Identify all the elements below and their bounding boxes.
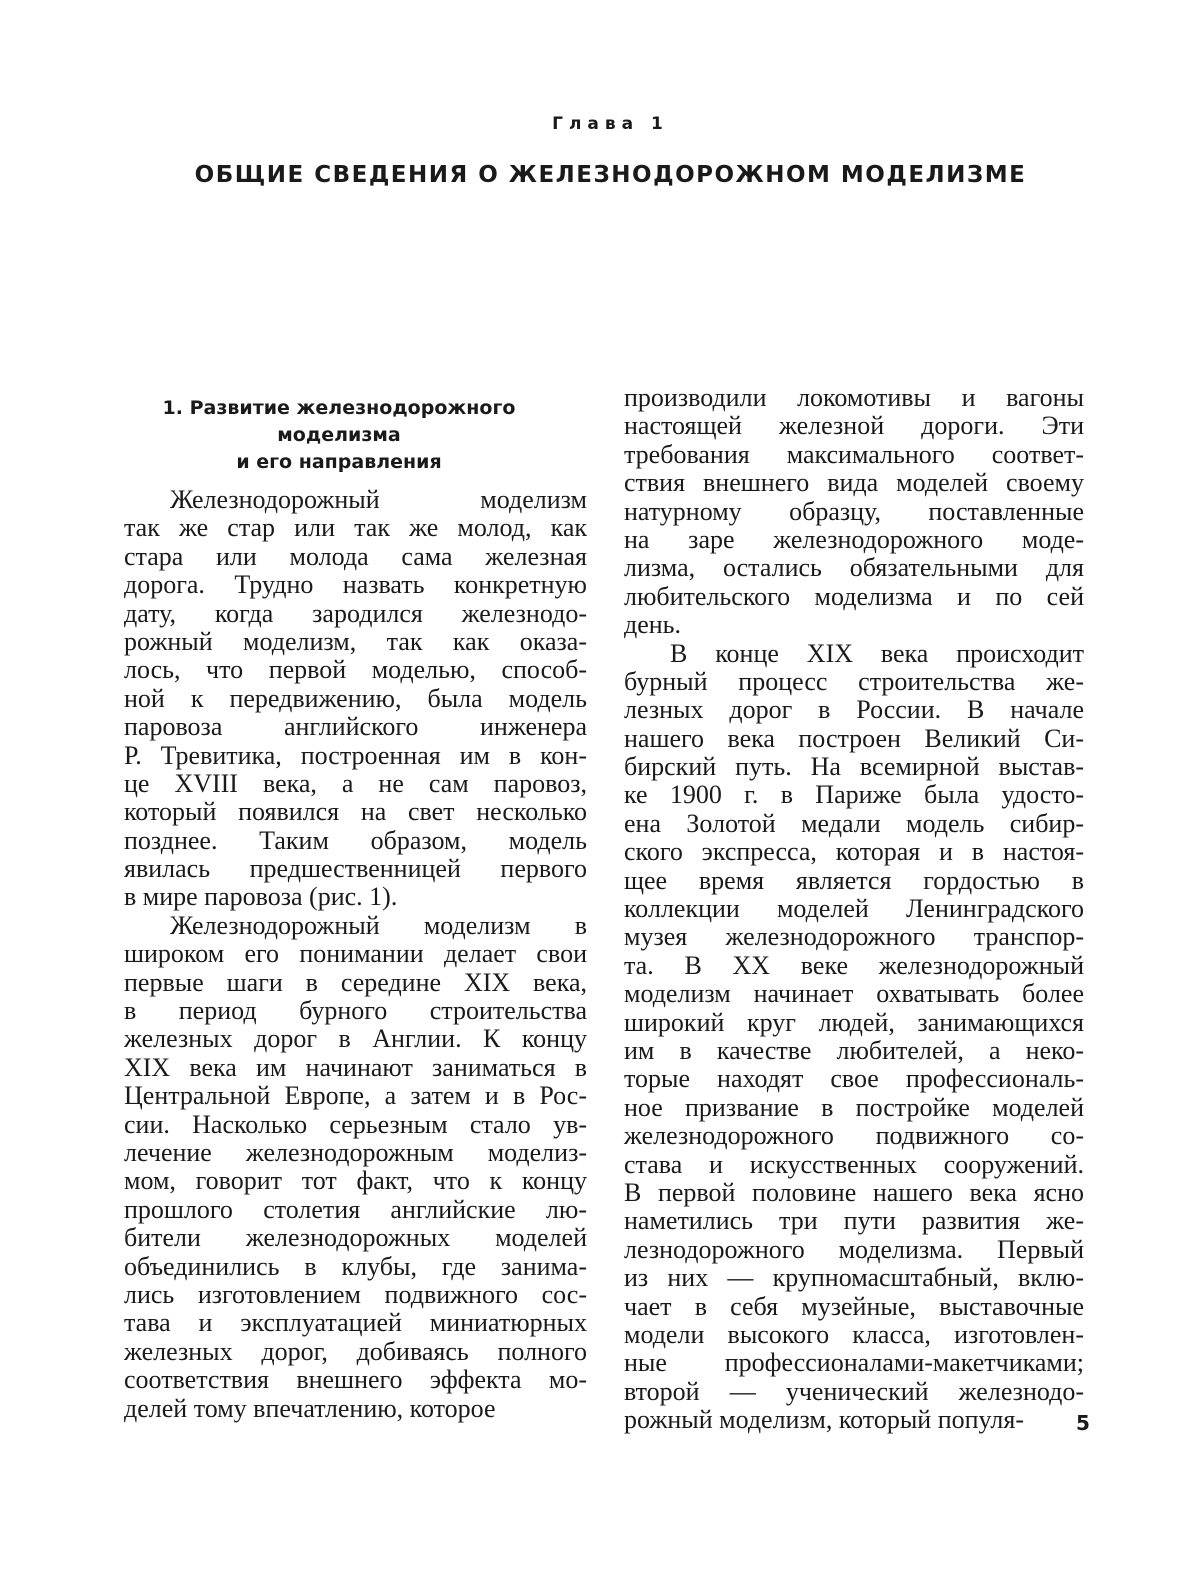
text-line: дату, когда зародился железнодо- — [124, 598, 587, 628]
text-line: Железнодорожный моделизм — [170, 485, 587, 514]
text-line: лось, что первой моделью, способ- — [124, 655, 587, 685]
text-line: моделизм начинает охватывать более — [624, 979, 1084, 1009]
text-line: XIX века им начинают заниматься в — [124, 1052, 587, 1082]
text-line: день. — [624, 610, 682, 640]
text-line: в мире паровоза (рис. 1). — [124, 882, 398, 912]
text-line: ной к передвижению, была модель — [124, 683, 587, 713]
page-number: 5 — [1076, 1411, 1090, 1435]
text-line: прошлого столетия английские лю- — [124, 1194, 587, 1224]
section-heading-line: моделизма — [277, 424, 401, 446]
text-line: любительского моделизма и по сей — [624, 581, 1084, 611]
text-line: ского экспресса, которая и в настоя- — [624, 837, 1084, 867]
text-line: Центральной Европе, а затем и в Рос- — [124, 1081, 587, 1111]
text-line: лись изготовлением подвижного сос- — [124, 1279, 587, 1309]
text-line: це XVIII века, а не сам паровоз, — [124, 768, 587, 798]
text-line: из них — крупномасштабный, вклю- — [624, 1263, 1084, 1293]
text-line: лизма, остались обязательными для — [624, 553, 1084, 583]
text-line: В первой половине нашего века ясно — [624, 1177, 1084, 1207]
text-line: лезнодорожного моделизма. Первый — [624, 1234, 1084, 1264]
text-line: первые шаги в середине XIX века, — [124, 967, 587, 997]
text-line: рожный моделизм, который популя- — [624, 1405, 1024, 1435]
chapter-label: Глава 1 — [552, 114, 669, 134]
text-line: та. В XX веке железнодорожный — [624, 950, 1084, 980]
text-line: Р. Тревитика, построенная им в кон- — [124, 740, 587, 770]
section-heading-line: 1. Развитие железнодорожного — [162, 397, 516, 419]
text-line: модели высокого класса, изготовлен- — [624, 1319, 1084, 1349]
text-line: бирский путь. На всемирной выстав- — [624, 752, 1084, 782]
text-line: который появился на свет несколько — [124, 797, 587, 827]
text-line: так же стар или так же молод, как — [124, 513, 587, 543]
text-line: дорога. Трудно назвать конкретную — [124, 570, 587, 600]
text-line: железных дорог, добиваясь полного — [124, 1336, 587, 1366]
text-line: сии. Насколько серьезным стало ув- — [124, 1109, 587, 1139]
text-line: настоящей железной дороги. Эти — [624, 411, 1084, 441]
text-line: второй — ученический железнодо- — [624, 1376, 1084, 1406]
text-line: ке 1900 г. в Париже была удосто- — [624, 780, 1084, 810]
text-line: широкий круг людей, занимающихся — [624, 1007, 1084, 1037]
text-line: позднее. Таким образом, модель — [124, 825, 587, 855]
section-heading-line: и его направления — [236, 451, 442, 473]
text-line: ена Золотой медали модель сибир- — [624, 808, 1084, 838]
text-line: на заре железнодорожного моде- — [624, 524, 1084, 554]
left-column-text — [124, 486, 587, 1423]
text-line: Железнодорожный моделизм в — [170, 910, 587, 940]
text-line: в период бурного строительства — [124, 996, 587, 1026]
text-line: широком его понимании делает свои — [124, 939, 587, 969]
text-line: щее время является гордостью в — [624, 865, 1084, 895]
text-line: соответствия внешнего эффекта мо- — [124, 1365, 587, 1395]
text-line: тава и эксплуатацией миниатюрных — [124, 1308, 587, 1338]
text-line: паровоза английского инженера — [124, 712, 587, 742]
text-line: рожный моделизм, так как оказа- — [124, 626, 587, 656]
text-line: наметились три пути развития же- — [624, 1206, 1084, 1236]
text-line: бители железнодорожных моделей — [124, 1223, 587, 1253]
text-line: им в качестве любителей, а неко- — [624, 1035, 1084, 1065]
text-line: чает в себя музейные, выставочные — [624, 1291, 1084, 1321]
text-line: требования максимального соответ- — [624, 439, 1084, 469]
section-heading — [124, 395, 554, 476]
text-line: торые находят свое профессиональ- — [624, 1064, 1084, 1094]
text-line: ные профессионалами-макетчиками; — [624, 1348, 1084, 1378]
text-line: коллекции моделей Ленинградского — [624, 894, 1084, 924]
text-line: лезных дорог в России. В начале — [624, 695, 1084, 725]
text-line: железнодорожного подвижного со- — [624, 1121, 1084, 1151]
text-line: натурному образцу, поставленные — [624, 496, 1084, 526]
right-column-text — [624, 384, 1084, 1434]
text-line: объединились в клубы, где занима- — [124, 1251, 587, 1281]
text-line: музея железнодорожного транспор- — [624, 922, 1084, 952]
text-line: ное призвание в постройке моделей — [624, 1092, 1084, 1122]
text-line: бурный процесс строительства же- — [624, 666, 1084, 696]
text-line: В конце XIX века происходит — [670, 638, 1084, 668]
text-line: ствия внешнего вида моделей своему — [624, 468, 1084, 498]
text-line: явилась предшественницей первого — [124, 854, 587, 884]
text-line: лечение железнодорожным моделиз- — [124, 1137, 587, 1167]
text-line: производили локомотивы и вагоны — [624, 383, 1084, 412]
text-line: става и искусственных сооружений. — [624, 1149, 1084, 1179]
chapter-title: ОБЩИЕ СВЕДЕНИЯ О ЖЕЛЕЗНОДОРОЖНОМ МОДЕЛИЗМЕ — [194, 162, 1027, 188]
text-line: нашего века построен Великий Си- — [624, 723, 1084, 753]
text-line: железных дорог в Англии. К концу — [124, 1024, 587, 1054]
text-line: делей тому впечатлению, которое — [124, 1393, 496, 1423]
text-line: стара или молода сама железная — [124, 541, 587, 571]
text-line: мом, говорит тот факт, что к концу — [124, 1166, 587, 1196]
